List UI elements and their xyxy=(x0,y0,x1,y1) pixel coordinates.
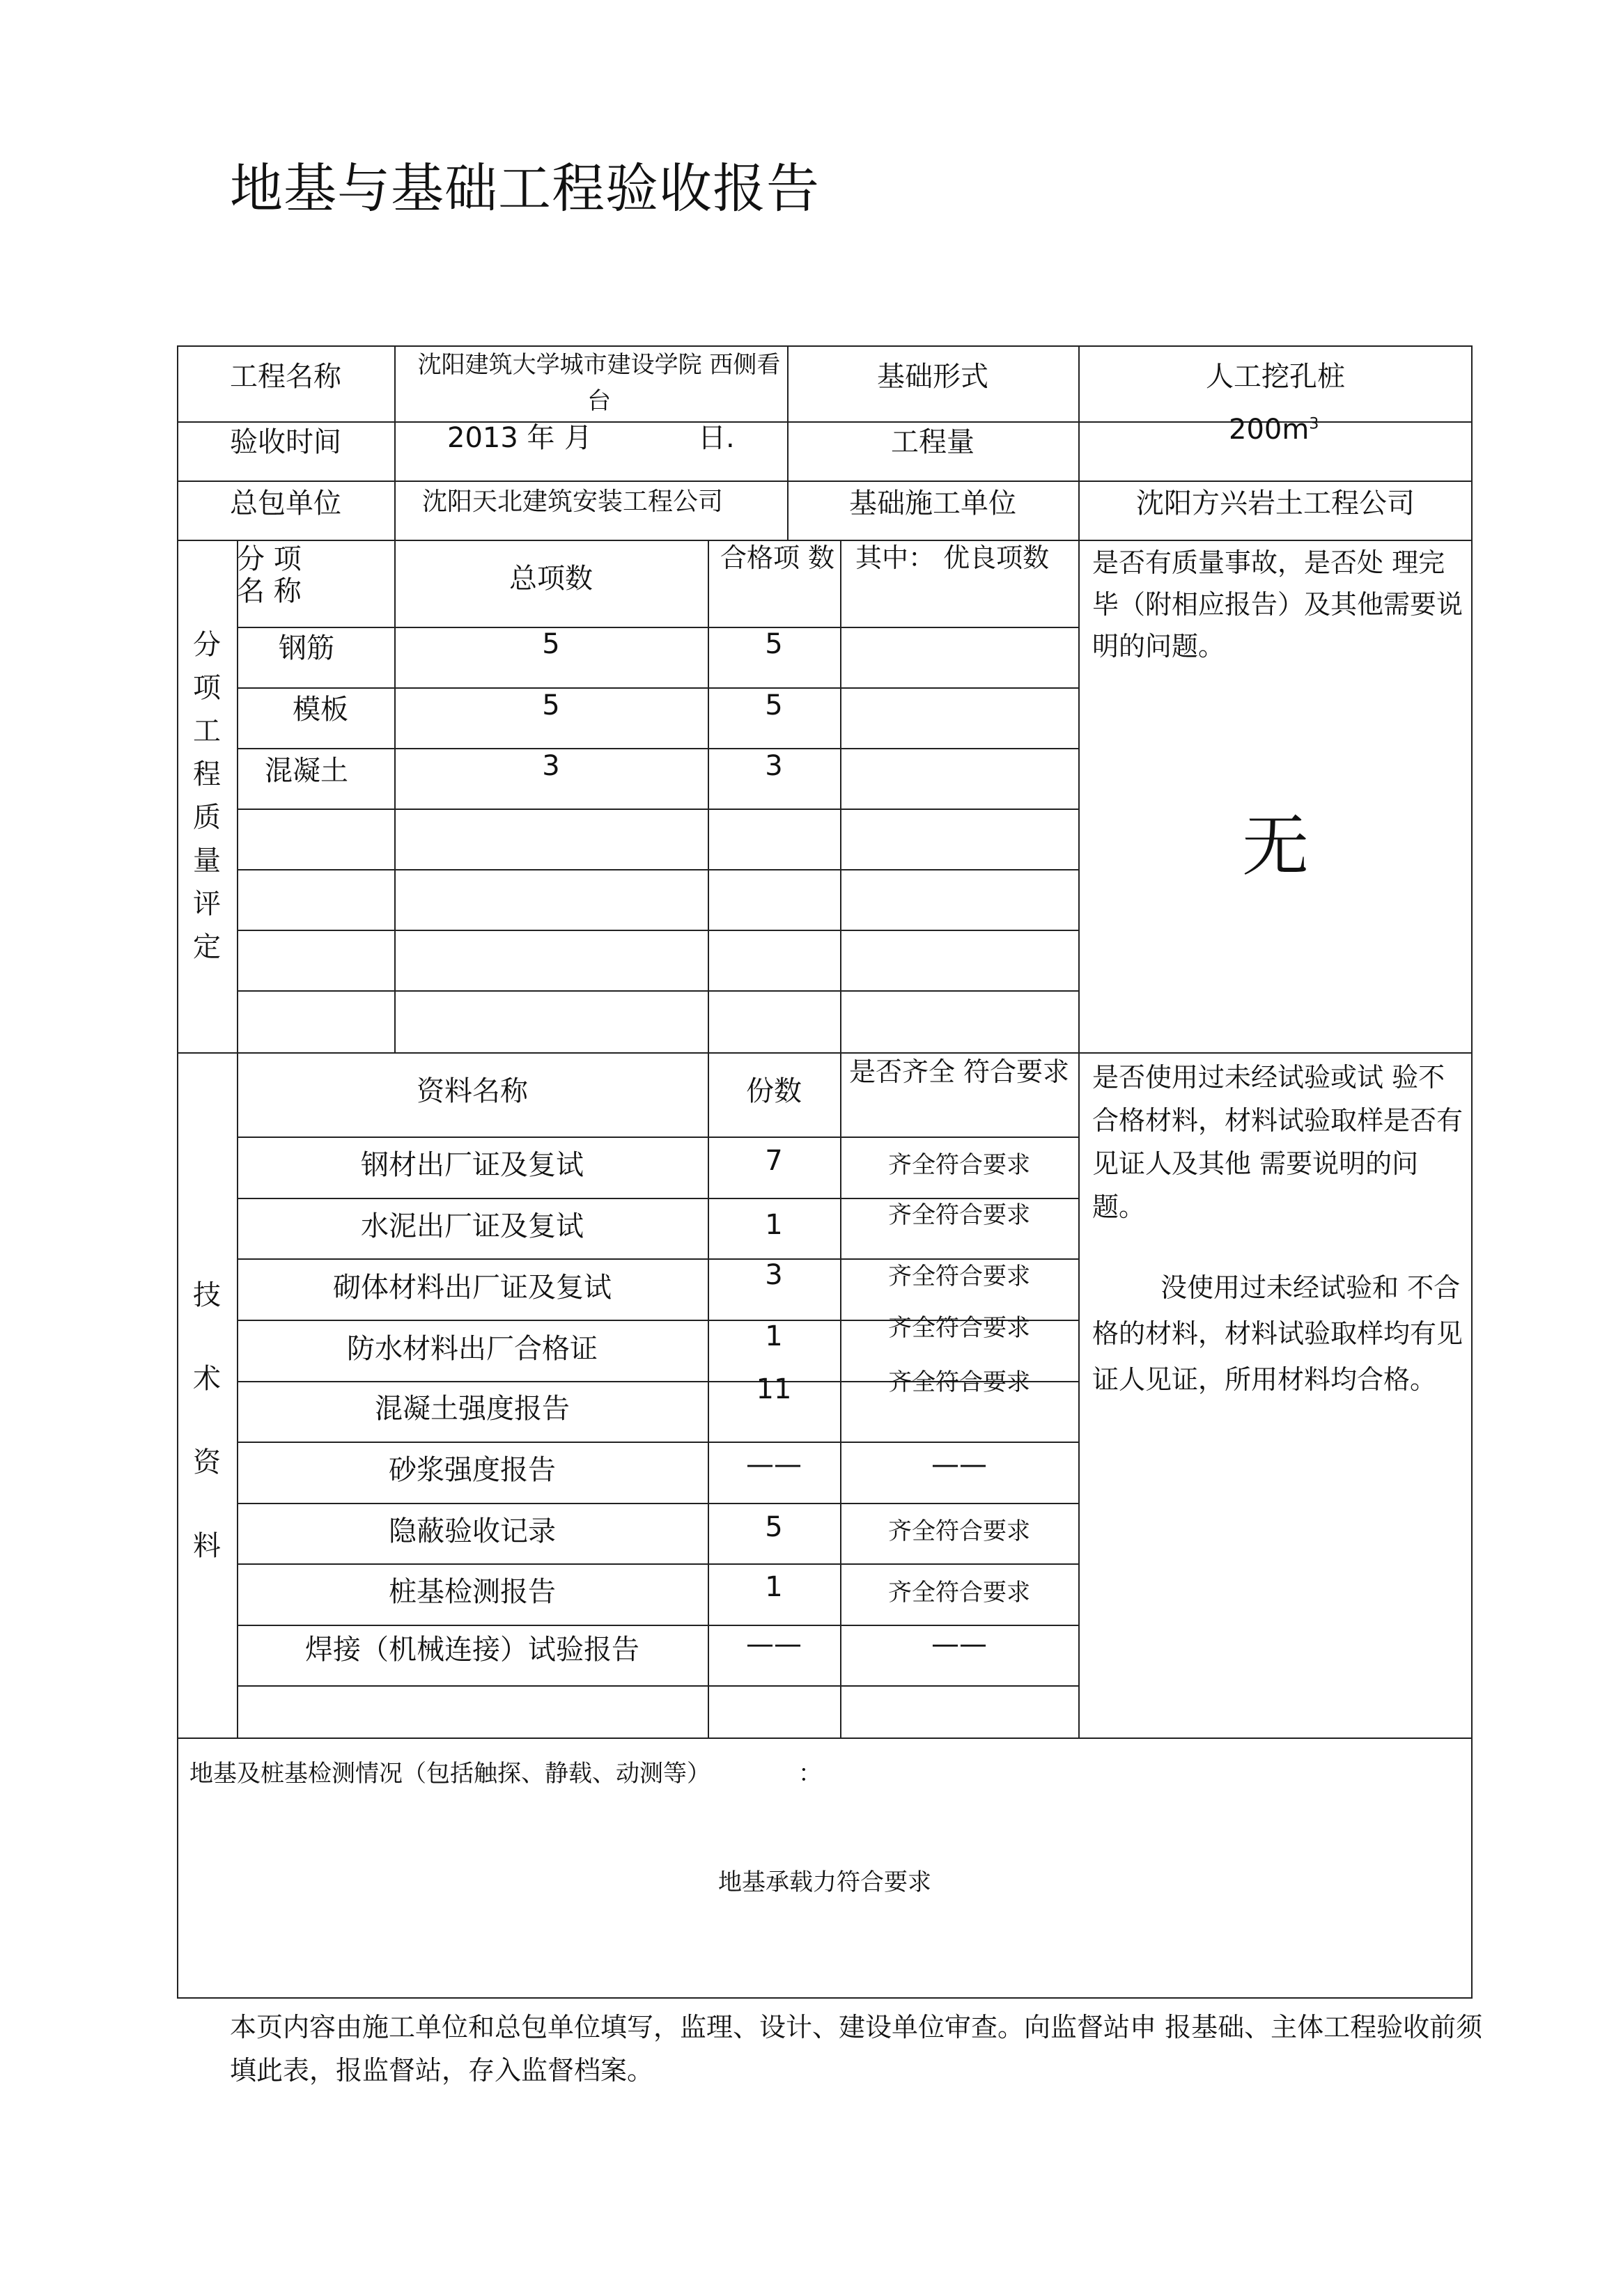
tech-remarks-value: 没使用过未经试验和 不合格的材料，材料试验取样均有见证人见证，所用材料均合格。 xyxy=(1092,1272,1463,1395)
quality-row-pass: 5 xyxy=(765,628,783,660)
col-document-complete: 是否齐全 符合要求 xyxy=(848,1056,1070,1087)
quality-row-name: 钢筋 xyxy=(279,632,334,664)
tech-row-count: 5 xyxy=(765,1511,783,1543)
general-contractor-label: 总包单位 xyxy=(230,487,341,520)
divider xyxy=(237,1137,1078,1138)
quality-row-total: 5 xyxy=(542,689,560,721)
col-total-count: 总项数 xyxy=(509,563,593,595)
tech-side-label: 技 术 资 料 xyxy=(193,1279,221,1562)
quality-row-name: 模板 xyxy=(293,694,348,726)
divider xyxy=(394,345,396,540)
quality-row-name: 混凝土 xyxy=(265,755,348,787)
acceptance-time-month: 月 xyxy=(564,422,592,454)
tech-row-status: 齐全符合要求 xyxy=(888,1579,1030,1607)
quality-remarks-value: 无 xyxy=(1242,807,1309,885)
tech-row-count: 7 xyxy=(765,1145,783,1177)
project-name-value: 沈阳建筑大学城市建设学院 西侧看台 xyxy=(417,351,781,415)
page-title: 地基与基础工程验收报告 xyxy=(230,157,820,219)
col-document-name: 资料名称 xyxy=(417,1075,528,1107)
divider xyxy=(237,869,1078,870)
divider xyxy=(177,481,1473,482)
general-contractor-value: 沈阳天北建筑安装工程公司 xyxy=(422,487,724,516)
col-item-name-line1: 分 项 xyxy=(237,543,302,575)
divider xyxy=(1078,540,1080,1737)
quality-row-pass: 5 xyxy=(765,689,783,721)
quality-row-total: 5 xyxy=(542,628,560,660)
divider xyxy=(237,990,1078,992)
divider xyxy=(237,1258,1078,1260)
divider xyxy=(237,1198,1078,1199)
tech-row-name: 桩基检测报告 xyxy=(389,1576,556,1608)
quantity-label: 工程量 xyxy=(891,426,974,458)
tech-row-name: 焊接（机械连接）试验报告 xyxy=(305,1634,639,1666)
divider xyxy=(177,540,1473,541)
inspection-label: 地基及桩基检测情况（包括触探、静载、动测等） xyxy=(189,1760,710,1788)
col-quality-remarks: 是否有质量事故，是否处 理完毕（附相应报告）及其他需要说明的问题。 xyxy=(1092,547,1463,662)
inspection-colon: ： xyxy=(798,1760,822,1788)
tech-row-count: —— xyxy=(746,1448,802,1481)
tech-row-name: 隐蔽验收记录 xyxy=(389,1515,556,1547)
divider xyxy=(177,1052,1473,1054)
tech-row-name: 水泥出厂证及复试 xyxy=(361,1210,584,1242)
col-document-count: 份数 xyxy=(746,1075,802,1107)
tech-row-status: 齐全符合要求 xyxy=(888,1201,1030,1229)
acceptance-time-day: 日. xyxy=(698,422,735,454)
divider xyxy=(237,1563,1078,1565)
tech-row-status: 齐全符合要求 xyxy=(888,1151,1030,1179)
divider xyxy=(394,540,396,1052)
divider xyxy=(237,1625,1078,1626)
quality-row-pass: 3 xyxy=(765,750,783,782)
tech-row-status: 齐全符合要求 xyxy=(888,1263,1030,1290)
col-excellent-count: 其中： 优良项数 xyxy=(855,542,1050,573)
divider xyxy=(237,1442,1078,1443)
acceptance-time-label: 验收时间 xyxy=(230,426,341,458)
foundation-type-label: 基础形式 xyxy=(877,361,988,393)
divider xyxy=(237,540,238,1052)
tech-row-status: —— xyxy=(931,1448,987,1481)
quality-side-label: 分 项 工 程 质 量 评 定 xyxy=(193,629,221,963)
tech-row-name: 钢材出厂证及复试 xyxy=(361,1149,584,1181)
tech-row-count: 1 xyxy=(765,1571,783,1603)
divider xyxy=(708,540,709,1052)
divider xyxy=(237,748,1078,749)
tech-row-count: 3 xyxy=(765,1259,783,1291)
project-name-label: 工程名称 xyxy=(230,361,341,393)
col-tech-remarks: 是否使用过未经试验或试 验不合格材料，材料试验取样是否有见证人及其他 需要说明的问题。 xyxy=(1092,1062,1463,1222)
tech-row-status: —— xyxy=(931,1628,987,1660)
quantity-value: $200m^3$ xyxy=(1229,414,1319,446)
divider xyxy=(840,540,841,1052)
tech-row-name: 防水材料出厂合格证 xyxy=(347,1333,598,1365)
col-pass-count: 合格项 数 xyxy=(720,542,835,573)
tech-row-status: 齐全符合要求 xyxy=(888,1314,1030,1342)
footnote: 本页内容由施工单位和总包单位填写，监理、设计、建设单位审查。向监督站申 报基础、主体工程验收前须填此表，报监督站，存入监督档案。 xyxy=(230,2012,1483,2086)
divider xyxy=(177,1737,1473,1739)
col-item-name-line2: 名 称 xyxy=(237,575,302,607)
foundation-unit-label: 基础施工单位 xyxy=(849,487,1016,520)
tech-row-status: 齐全符合要求 xyxy=(888,1368,1030,1396)
tech-row-count: 1 xyxy=(765,1320,783,1352)
tech-row-count: 1 xyxy=(765,1209,783,1241)
acceptance-time-year: 2013 年 xyxy=(447,422,555,454)
tech-row-name: 砂浆强度报告 xyxy=(389,1454,556,1486)
tech-row-count: —— xyxy=(746,1628,802,1660)
tech-row-status: 齐全符合要求 xyxy=(888,1517,1030,1545)
tech-row-count: 11 xyxy=(756,1373,792,1405)
tech-row-name: 混凝土强度报告 xyxy=(375,1393,570,1425)
divider xyxy=(237,1685,1078,1687)
divider xyxy=(237,1503,1078,1504)
foundation-type-value: 人工挖孔桩 xyxy=(1206,361,1345,393)
foundation-unit-value: 沈阳方兴岩土工程公司 xyxy=(1136,487,1415,520)
tech-row-name: 砌体材料出厂证及复试 xyxy=(333,1272,612,1304)
divider xyxy=(237,930,1078,931)
divider xyxy=(237,809,1078,810)
divider xyxy=(237,687,1078,689)
quality-row-total: 3 xyxy=(542,750,560,782)
inspection-value: 地基承载力符合要求 xyxy=(718,1868,931,1896)
